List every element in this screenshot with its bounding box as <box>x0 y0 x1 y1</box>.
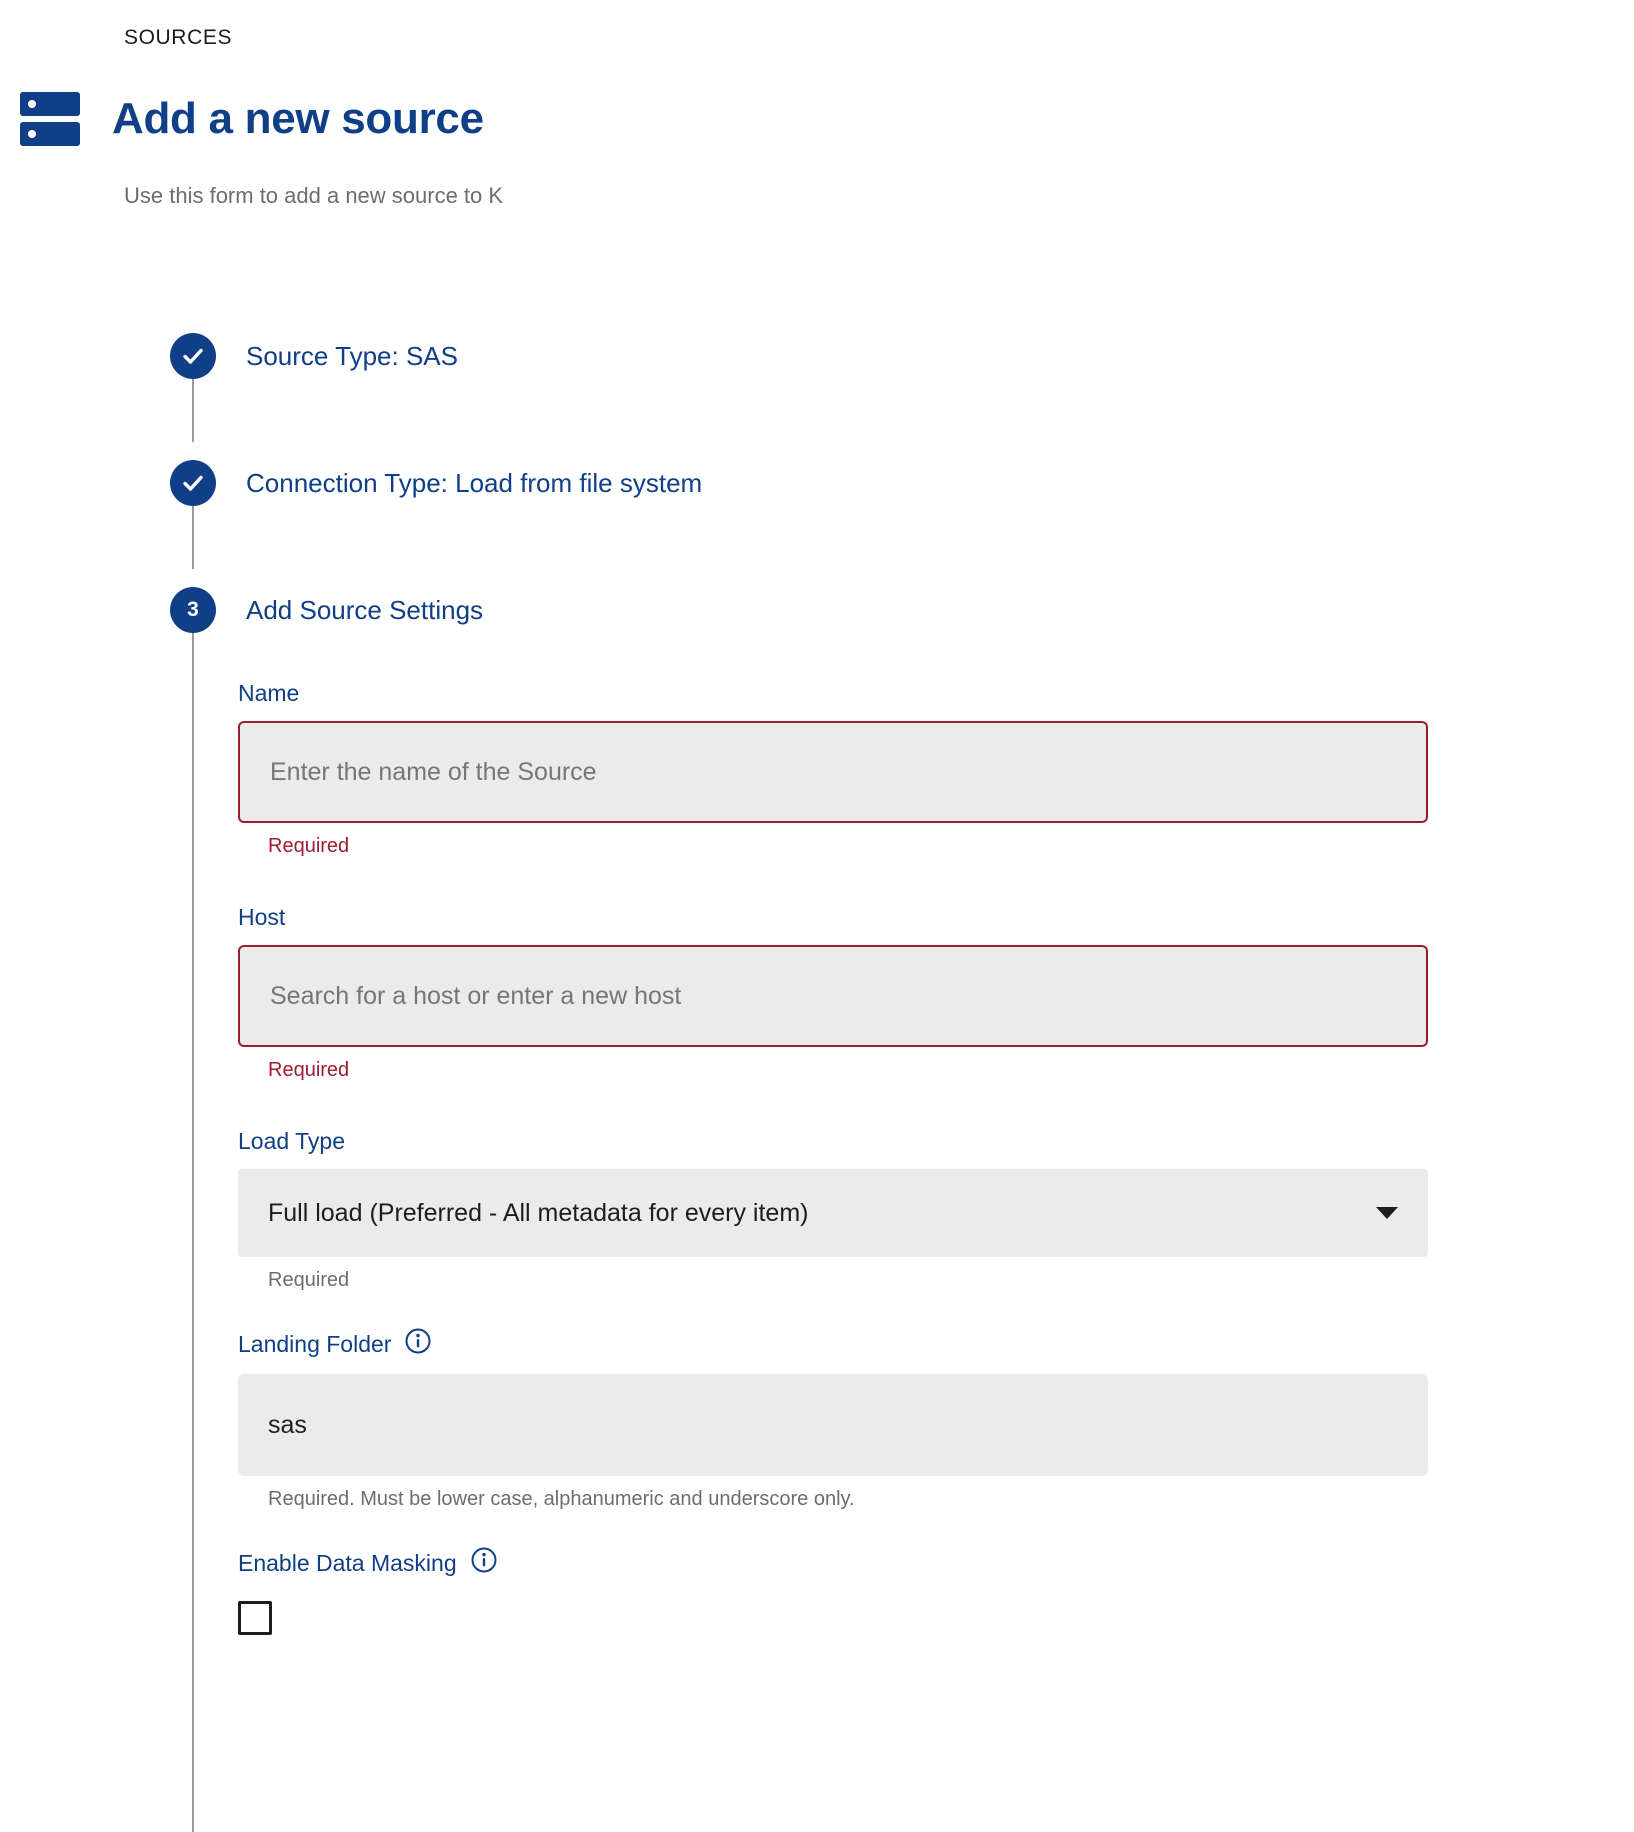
load-type-helper: Required <box>268 1269 350 1291</box>
load-type-selected-value: Full load (Preferred - All metadata for every item) <box>268 1198 809 1227</box>
landing-folder-label <box>238 1328 1428 1360</box>
load-type-label: Load Type <box>238 1128 346 1154</box>
field-name <box>238 680 1428 858</box>
landing-folder-label-text: Landing Folder <box>238 1330 392 1357</box>
field-load-type <box>238 1128 1428 1292</box>
stepper-connector-1 <box>192 378 194 442</box>
source-settings-form <box>238 680 1428 1635</box>
page-title-row <box>20 90 484 148</box>
step-3-label[interactable]: Add Source Settings <box>246 594 484 625</box>
landing-folder-helper: Required. Must be lower case, alphanumeric and underscore only. <box>268 1488 855 1510</box>
host-label: Host <box>238 904 286 930</box>
field-host <box>238 904 1428 1082</box>
name-input[interactable]: Enter the name of the Source <box>238 721 1428 823</box>
stepper-connector-3 <box>192 632 194 1832</box>
step-2-check-icon <box>170 460 216 506</box>
server-icon <box>20 90 80 148</box>
step-1-label[interactable]: Source Type: SAS <box>246 340 458 371</box>
field-landing-folder <box>238 1328 1428 1511</box>
spacer-4 <box>238 1511 1428 1547</box>
enable-data-masking-checkbox[interactable] <box>238 1601 272 1635</box>
step-1-check-icon <box>170 333 216 379</box>
stepper-connector-2 <box>192 505 194 569</box>
name-label: Name <box>238 680 300 706</box>
info-icon[interactable] <box>471 1547 497 1579</box>
page-title: Add a new source <box>112 94 484 143</box>
step-2-label[interactable]: Connection Type: Load from file system <box>246 467 703 498</box>
host-helper: Required <box>268 1059 350 1081</box>
load-type-select[interactable] <box>238 1169 1428 1257</box>
spacer-2 <box>238 1082 1428 1128</box>
enable-data-masking-label <box>238 1547 1428 1579</box>
spacer-3 <box>238 1292 1428 1328</box>
info-icon[interactable] <box>405 1328 431 1360</box>
page-subtitle: Use this form to add a new source to K <box>124 183 504 208</box>
step-3-number: 3 <box>170 587 216 633</box>
step-connection-type[interactable] <box>170 457 702 509</box>
host-input[interactable]: Search for a host or enter a new host <box>238 945 1428 1047</box>
step-add-source-settings[interactable] <box>170 584 483 636</box>
enable-data-masking-label-text: Enable Data Masking <box>238 1549 457 1576</box>
breadcrumb[interactable]: SOURCES <box>124 26 233 49</box>
step-source-type[interactable] <box>170 330 458 382</box>
field-enable-data-masking <box>238 1547 1428 1635</box>
landing-folder-input[interactable] <box>238 1374 1428 1476</box>
name-helper: Required <box>268 835 350 857</box>
landing-folder-value: sas <box>268 1410 307 1439</box>
chevron-down-icon[interactable] <box>1376 1207 1398 1219</box>
spacer-1 <box>238 858 1428 904</box>
